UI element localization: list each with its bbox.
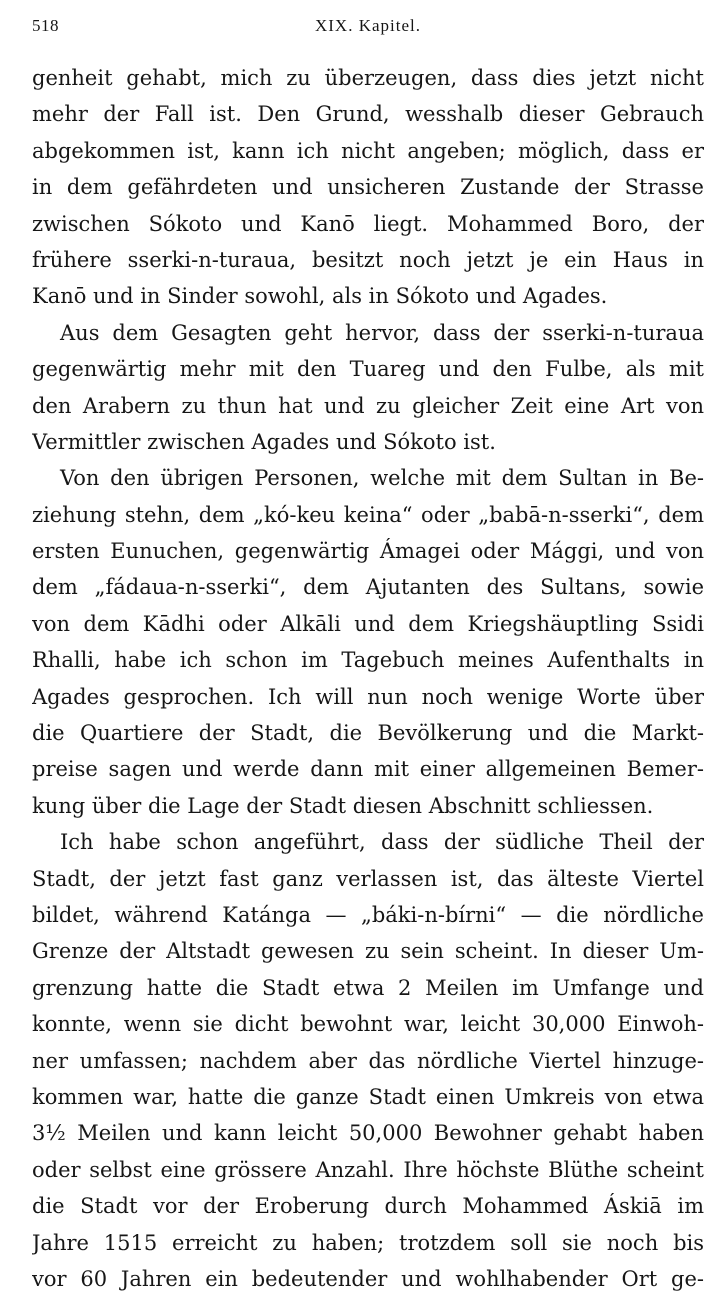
text-line: die Stadt vor der Eroberung durch Mohammed Áskiā im: [32, 1194, 704, 1219]
text-line: Ich habe schon angeführt, dass der südliche Theil der: [60, 830, 704, 855]
text-line: bildet, während Katánga — „báki-n-bírni“ — die nördliche: [32, 902, 704, 927]
text-line: preise sagen und werde dann mit einer allgemeinen Bemer-: [32, 757, 704, 782]
text-line: kung über die Lage der Stadt diesen Abschnitt schliessen.: [32, 793, 654, 818]
text-line: genheit gehabt, mich zu überzeugen, dass dies jetzt nicht: [32, 66, 704, 90]
text-line: dem „fádaua-n-sserki“, dem Ajutanten des Sultans, sowie: [32, 575, 704, 600]
text-line: Jahre 1515 erreicht zu haben; trotzdem soll sie noch bis: [32, 1230, 704, 1255]
body-text: [32, 60, 704, 1297]
text-line: frühere sserki-n-turaua, besitzt noch jetzt je ein Haus in: [32, 247, 704, 272]
text-line: oder selbst eine grössere Anzahl. Ihre höchste Blüthe scheint: [32, 1157, 704, 1182]
text-line: Von den übrigen Personen, welche mit dem Sultan in Be-: [60, 466, 704, 491]
running-head: [32, 16, 704, 46]
text-line: ziehung stehn, dem „kó-keu keina“ oder „babā-n-sserki“, dem: [32, 502, 704, 527]
text-line: 3½ Meilen und kann leicht 50,000 Bewohner gehabt haben: [32, 1121, 704, 1146]
text-line: Aus dem Gesagten geht hervor, dass der sserki-n-turaua: [60, 320, 704, 345]
text-line: in dem gefährdeten und unsicheren Zustande der Strasse: [32, 175, 704, 200]
text-line: Agades gesprochen. Ich will nun noch wenige Worte über: [32, 684, 704, 709]
text-line: die Quartiere der Stadt, die Bevölkerung und die Markt-: [32, 721, 704, 746]
paragraph-4: [32, 824, 704, 1297]
text-line: gegenwärtig mehr mit den Tuareg und den Fulbe, als mit: [32, 357, 704, 382]
text-line: Kanō und in Sinder sowohl, als in Sókoto und Agades.: [32, 284, 608, 309]
text-line: mehr der Fall ist. Den Grund, wesshalb dieser Gebrauch: [32, 102, 704, 127]
text-line: grenzung hatte die Stadt etwa 2 Meilen im Umfange und: [32, 975, 704, 1000]
text-line: ner umfassen; nachdem aber das nördliche Viertel hinzuge-: [32, 1048, 704, 1073]
text-line: Vermittler zwischen Agades und Sókoto ist.: [32, 429, 496, 454]
text-line: konnte, wenn sie dicht bewohnt war, leicht 30,000 Einwoh-: [32, 1012, 704, 1037]
paragraph-2: [32, 315, 704, 461]
chapter-title: XIX. Kapitel.: [314, 16, 421, 35]
text-line: kommen war, hatte die ganze Stadt einen Umkreis von etwa: [32, 1084, 704, 1109]
text-line: Stadt, der jetzt fast ganz verlassen ist, das älteste Viertel: [32, 866, 704, 891]
page-number: 518: [32, 16, 59, 35]
text-line: zwischen Sókoto und Kanō liegt. Mohammed Boro, der: [32, 211, 704, 236]
text-line: abgekommen ist, kann ich nicht angeben; möglich, dass er: [32, 138, 704, 163]
paragraph-3: [32, 460, 704, 824]
text-line: den Arabern zu thun hat und zu gleicher Zeit eine Art von: [32, 393, 704, 418]
text-line: vor 60 Jahren ein bedeutender und wohlhabender Ort ge-: [32, 1266, 704, 1291]
text-line: ersten Eunuchen, gegenwärtig Ámagei oder Mággi, und von: [32, 539, 704, 564]
text-line: Rhalli, habe ich schon im Tagebuch meines Aufenthalts in: [32, 648, 704, 673]
paragraph-1: [32, 60, 704, 315]
text-line: von dem Kādhi oder Alkāli und dem Kriegshäuptling Ssidi: [32, 611, 704, 636]
text-line: Grenze der Altstadt gewesen zu sein scheint. In dieser Um-: [32, 939, 704, 964]
